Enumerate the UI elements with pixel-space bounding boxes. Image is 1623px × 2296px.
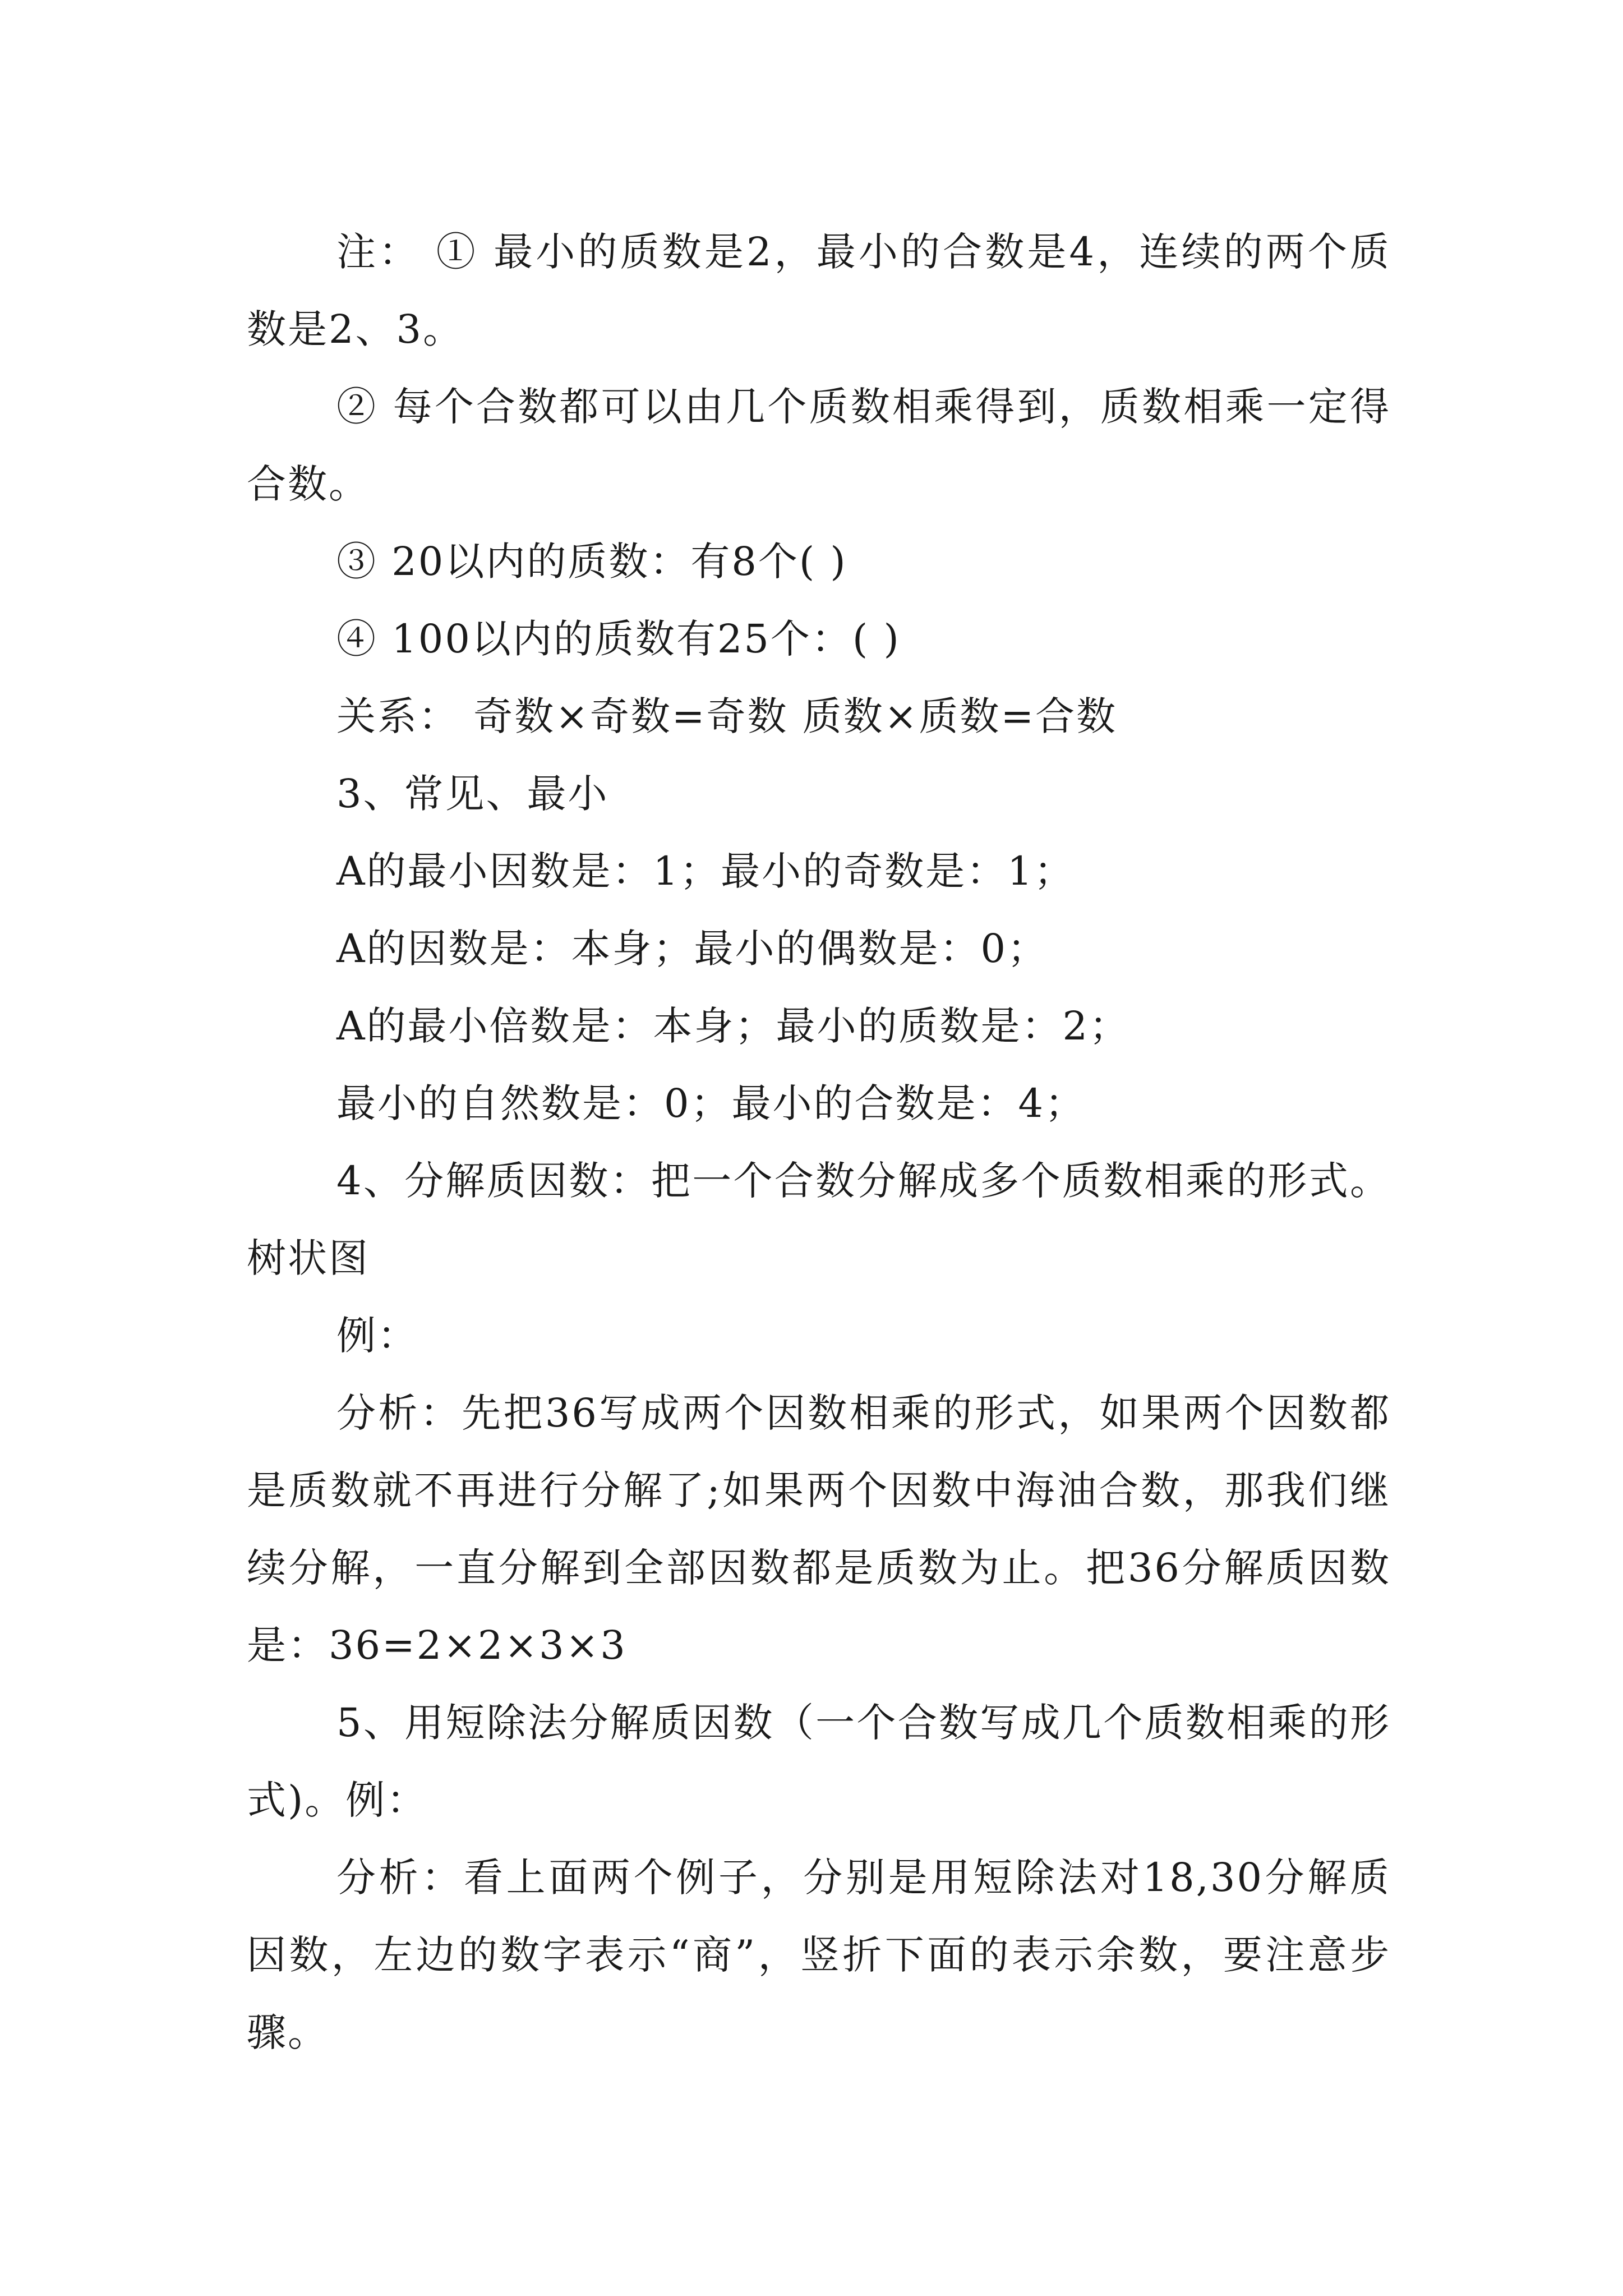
note-primes-under-20: ③ 20以内的质数：有8个( ): [336, 539, 847, 585]
section-4-factorization: 4、分解质因数：把一个合数分解成多个质数相乘的形式。树状图: [247, 1158, 1391, 1281]
min-multiple-line: A的最小倍数是：本身；最小的质数是：2；: [336, 1003, 1131, 1049]
note-primes-under-100: ④ 100以内的质数有25个：( ): [336, 616, 901, 662]
note-prime-composite: 注： ① 最小的质数是2，最小的合数是4，连续的两个质数是2、3。: [247, 229, 1391, 352]
factor-line: A的因数是：本身；最小的偶数是：0；: [336, 926, 1049, 972]
document-page: [247, 213, 1391, 2071]
example-label: 例：: [336, 1313, 418, 1359]
note-composite-product: ② 每个合数都可以由几个质数相乘得到，质数相乘一定得合数。: [247, 384, 1391, 507]
min-natural-line: 最小的自然数是：0；最小的合数是：4；: [336, 1080, 1086, 1126]
analysis-short-division: 分析：看上面两个例子，分别是用短除法对18,30分解质因数，左边的数字表示“商”，竖折下面的表示余数，要注意步骤。: [247, 1855, 1391, 2055]
section-5-short-division: 5、用短除法分解质因数（一个合数写成几个质数相乘的形式)。例：: [247, 1700, 1391, 1823]
relation-line: 关系： 奇数×奇数=奇数 质数×质数=合数: [336, 693, 1118, 739]
section-3-heading: 3、常见、最小: [336, 771, 609, 817]
min-factor-line: A的最小因数是：1；最小的奇数是：1；: [336, 848, 1075, 894]
analysis-36: 分析：先把36写成两个因数相乘的形式，如果两个因数都是质数就不再进行分解了;如果两个因数中海油合数，那我们继续分解，一直分解到全部因数都是质数为止。把36分解质因数是：36=2×2×3×3: [247, 1390, 1391, 1668]
